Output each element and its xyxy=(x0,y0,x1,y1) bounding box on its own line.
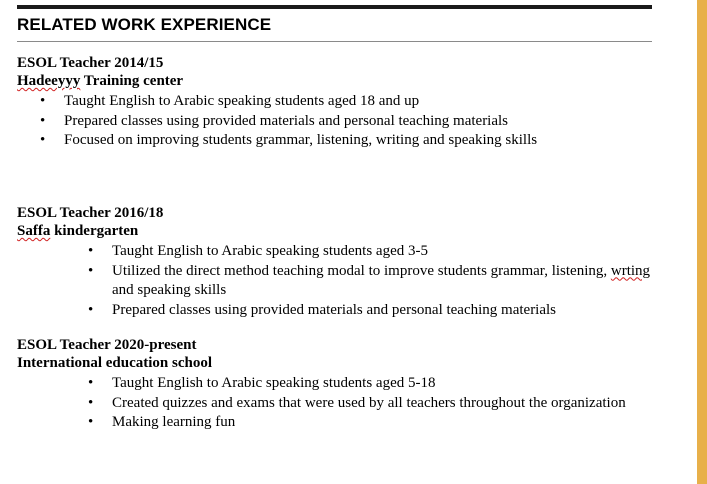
job-entry-2 xyxy=(17,204,657,320)
list-item xyxy=(17,374,657,394)
accent-bar xyxy=(697,0,707,484)
bullet-list xyxy=(17,92,657,151)
spelling-flagged-word[interactable]: Hadeeyyy xyxy=(17,73,81,89)
bullet-icon: • xyxy=(88,414,94,430)
bullet-text: Prepared classes using provided materials and personal teaching materials xyxy=(112,301,557,318)
bullet-text: Focused on improving students grammar, listening, writing and speaking skills xyxy=(64,132,538,148)
section-divider xyxy=(17,41,652,42)
spelling-flagged-word[interactable]: Saffa xyxy=(17,223,51,239)
spelling-flagged-word[interactable]: wrting xyxy=(610,262,651,279)
bullet-icon: • xyxy=(88,394,94,411)
top-rule xyxy=(17,5,652,9)
bullet-icon: • xyxy=(40,112,46,129)
list-item xyxy=(17,413,657,433)
list-item xyxy=(17,301,657,321)
bullet-icon: • xyxy=(88,262,94,279)
employer-rest: Training center xyxy=(80,73,184,89)
list-item xyxy=(17,262,657,301)
employer-rest: kindergarten xyxy=(50,223,139,239)
bullet-text: Making learning fun xyxy=(112,414,236,430)
bullet-text: Created quizzes and exams that were used by all teachers throughout the organization xyxy=(112,394,626,411)
list-item xyxy=(17,131,657,151)
bullet-text: Taught English to Arabic speaking students aged 5-18 xyxy=(112,375,436,391)
list-item xyxy=(17,242,657,262)
list-item xyxy=(17,112,657,132)
list-item xyxy=(17,394,657,414)
bullet-text: Prepared classes using provided materials and personal teaching materials xyxy=(64,112,509,129)
job-entry-1 xyxy=(17,54,657,151)
list-item xyxy=(17,92,657,112)
employer xyxy=(17,72,657,90)
bullet-icon: • xyxy=(40,93,46,109)
bullet-text-rest: and speaking skills xyxy=(112,282,227,298)
job-title: ESOL Teacher 2020-present xyxy=(17,337,197,353)
section-title: RELATED WORK EXPERIENCE xyxy=(17,15,272,34)
job-title: ESOL Teacher 2016/18 xyxy=(17,205,164,221)
bullet-text: Taught English to Arabic speaking students aged 3-5 xyxy=(112,243,428,259)
bullet-text: Utilized the direct method teaching modal to improve students grammar, listening, xyxy=(112,262,611,279)
job-title: ESOL Teacher 2014/15 xyxy=(17,55,164,71)
bullet-icon: • xyxy=(88,243,94,259)
bullet-icon: • xyxy=(40,132,46,148)
bullet-icon: • xyxy=(88,301,94,318)
employer xyxy=(17,222,657,240)
employer: International education school xyxy=(17,355,213,371)
bullet-list xyxy=(17,242,657,320)
bullet-text: Taught English to Arabic speaking students aged 18 and up xyxy=(64,93,420,109)
bullet-list xyxy=(17,374,657,433)
bullet-icon: • xyxy=(88,375,94,391)
job-entry-3 xyxy=(17,336,657,433)
